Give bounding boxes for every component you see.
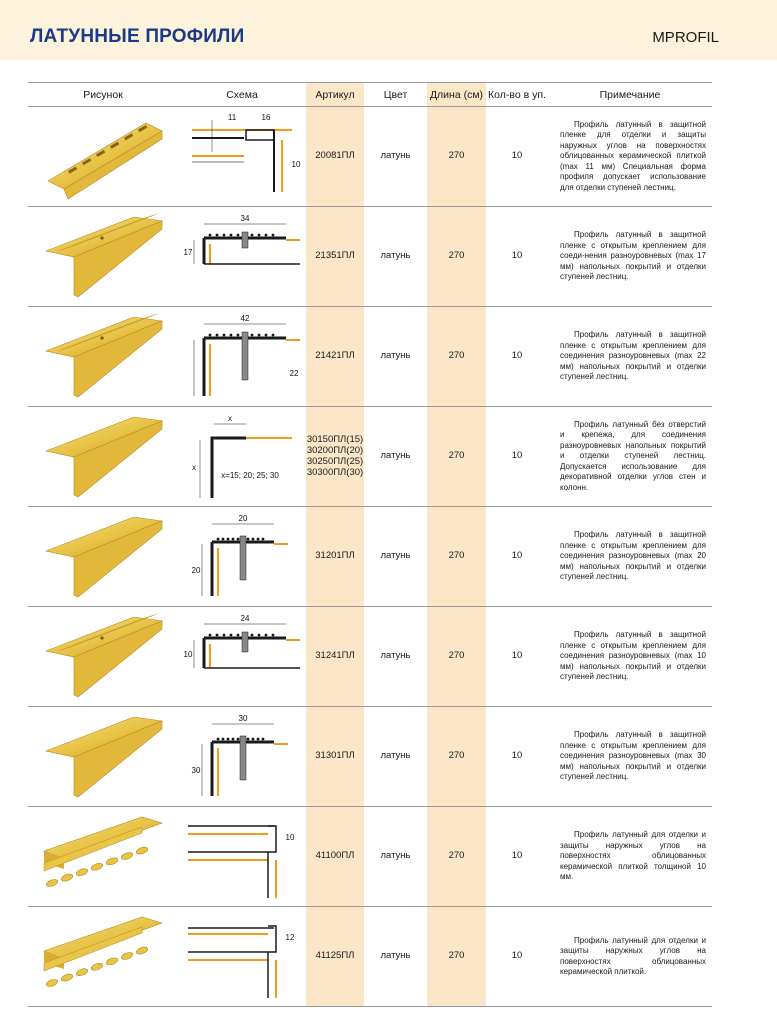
qty-cell <box>486 307 548 406</box>
scheme-cell <box>178 507 306 606</box>
length-value: 270 <box>448 650 465 661</box>
svg-text:x: x <box>192 462 196 472</box>
length-value: 270 <box>448 150 465 161</box>
svg-text:10: 10 <box>183 649 193 659</box>
qty-cell <box>486 207 548 306</box>
picture-cell <box>28 207 178 306</box>
article-code: 30150ПЛ(15) <box>306 433 364 445</box>
note-text: Профиль латунный для отделки и защиты наружных углов на поверхностях облицованных керамической плиткой. <box>560 935 706 976</box>
svg-text:30: 30 <box>191 765 201 775</box>
col-header-length: Длина (см) <box>427 83 486 106</box>
qty-cell <box>486 607 548 706</box>
profile-photo <box>38 911 168 1003</box>
col-header-color: Цвет <box>383 88 408 101</box>
table-row <box>28 407 712 507</box>
color-cell <box>364 507 427 606</box>
scheme-cell <box>178 207 306 306</box>
note-cell <box>548 107 712 206</box>
article-code: 21351ПЛ <box>315 250 355 261</box>
col-header-qty: Кол-во в уп. <box>488 88 546 101</box>
qty-cell <box>486 507 548 606</box>
color-value: латунь <box>380 350 411 361</box>
table-header <box>28 83 712 107</box>
article-code: 41100ПЛ <box>315 850 355 861</box>
article-cell <box>306 707 364 806</box>
qty-value: 10 <box>511 650 523 661</box>
color-value: латунь <box>380 850 411 861</box>
picture-cell <box>28 307 178 406</box>
profile-scheme <box>182 812 302 902</box>
article-cell <box>306 607 364 706</box>
color-value: латунь <box>380 250 411 261</box>
col-header-scheme: Схема <box>226 88 258 101</box>
length-cell <box>427 907 486 1006</box>
picture-cell <box>28 707 178 806</box>
profile-scheme <box>182 212 302 302</box>
note-text: Профиль латунный в защитной пленке с открытым креплением для соеди-нения разноуровневых (max 17 мм) напольных покрытий и отделки ступеней лестниц. <box>560 230 706 282</box>
qty-cell <box>486 807 548 906</box>
profile-photo <box>38 711 168 803</box>
article-code: 30200ПЛ(20) <box>306 444 364 456</box>
qty-value: 10 <box>511 250 523 261</box>
profile-scheme <box>182 612 302 702</box>
article-code: 21421ПЛ <box>315 350 355 361</box>
note-cell <box>548 807 712 906</box>
brand-name: MPROFIL <box>652 29 719 46</box>
table-row <box>28 107 712 207</box>
svg-text:x: x <box>228 413 232 423</box>
svg-text:11: 11 <box>227 112 237 122</box>
picture-cell <box>28 907 178 1006</box>
length-cell <box>427 807 486 906</box>
article-cell <box>306 207 364 306</box>
article-cell <box>306 907 364 1006</box>
color-cell <box>364 907 427 1006</box>
profile-photo <box>38 211 168 303</box>
qty-value: 10 <box>511 550 523 561</box>
table-row <box>28 907 712 1007</box>
color-cell <box>364 107 427 206</box>
article-code: 30250ПЛ(25) <box>306 455 364 467</box>
color-cell <box>364 607 427 706</box>
profile-scheme <box>182 912 302 1002</box>
qty-value: 10 <box>511 750 523 761</box>
article-code: 41125ПЛ <box>315 950 355 961</box>
article-code: 31201ПЛ <box>315 550 355 561</box>
note-cell <box>548 907 712 1006</box>
length-value: 270 <box>448 550 465 561</box>
color-value: латунь <box>380 150 411 161</box>
svg-text:42: 42 <box>240 313 250 323</box>
color-cell <box>364 307 427 406</box>
qty-value: 10 <box>511 150 523 161</box>
length-value: 270 <box>448 350 465 361</box>
note-text: Профиль латунный в защитной пленке с открытым креплением для соединения разноуровневых (max 30 мм) напольных покрытий и отделки ступеней лестниц. <box>560 730 706 782</box>
length-cell <box>427 607 486 706</box>
profile-photo <box>38 611 168 703</box>
svg-text:10: 10 <box>291 159 301 169</box>
table-row <box>28 307 712 407</box>
qty-cell <box>486 907 548 1006</box>
color-cell <box>364 207 427 306</box>
picture-cell <box>28 107 178 206</box>
svg-text:16: 16 <box>261 112 271 122</box>
length-cell <box>427 407 486 506</box>
svg-text:34: 34 <box>240 213 250 223</box>
qty-value: 10 <box>511 950 523 961</box>
profile-photo <box>38 111 168 203</box>
color-value: латунь <box>380 550 411 561</box>
article-code: 31241ПЛ <box>315 650 355 661</box>
picture-cell <box>28 407 178 506</box>
color-cell <box>364 707 427 806</box>
note-text: Профиль латунный в защитной пленке с открытым креплением для соединения разноуровневых (max 20 мм) напольных покрытий и отделки ступеней лестниц. <box>560 530 706 582</box>
length-value: 270 <box>448 850 465 861</box>
table-body <box>28 107 712 1007</box>
profile-scheme <box>182 512 302 602</box>
profile-photo <box>38 311 168 403</box>
svg-text:30: 30 <box>238 713 248 723</box>
color-value: латунь <box>380 450 411 461</box>
qty-value: 10 <box>511 850 523 861</box>
length-value: 270 <box>448 450 465 461</box>
color-cell <box>364 807 427 906</box>
color-value: латунь <box>380 650 411 661</box>
scheme-cell <box>178 407 306 506</box>
article-cell <box>306 307 364 406</box>
article-cell <box>306 507 364 606</box>
note-cell <box>548 307 712 406</box>
picture-cell <box>28 507 178 606</box>
scheme-cell <box>178 907 306 1006</box>
note-text: Профиль латунный в защитной пленке с открытым креплением для соединения разноуровневых (max 22 мм) напольных покрытий и отделки ступеней лестниц. <box>560 330 706 382</box>
picture-cell <box>28 607 178 706</box>
note-text: Профиль латунный в защитной пленке с открытым креплением для соединения разноуровневых (max 10 мм) напольных покрытий и отделки ступеней лестниц. <box>560 630 706 682</box>
length-cell <box>427 207 486 306</box>
note-text: Профиль латунный без отверстий и крепежа, для соединения разноуровневых напольных покрытий и отделки ступеней лестниц. Допускается использование для декоративной отделки углов стен и колонн. <box>560 419 706 492</box>
color-value: латунь <box>380 950 411 961</box>
table-row <box>28 807 712 907</box>
qty-value: 10 <box>511 350 523 361</box>
qty-cell <box>486 107 548 206</box>
picture-cell <box>28 807 178 906</box>
qty-cell <box>486 707 548 806</box>
note-text: Профиль латунный для отделки и защиты наружных углов на поверхностях облицованных керамической плиткой толщиной 10 мм. <box>560 830 706 882</box>
col-header-article: Артикул <box>306 83 364 106</box>
table-row <box>28 707 712 807</box>
page-title: ЛАТУННЫЕ ПРОФИЛИ <box>30 26 245 47</box>
length-cell <box>427 107 486 206</box>
length-cell <box>427 307 486 406</box>
note-cell <box>548 207 712 306</box>
profile-scheme <box>182 312 302 402</box>
svg-text:24: 24 <box>240 613 250 623</box>
note-text: Профиль латунный в защитной пленке для отделки и защиты наружных углов на поверхностях облицованных керамической плиткой (max 11 мм) Специальная форма профиля допускает использование для отделки ступеней лестниц. <box>560 119 706 192</box>
article-cell <box>306 807 364 906</box>
table-row <box>28 507 712 607</box>
color-value: латунь <box>380 750 411 761</box>
scheme-cell <box>178 107 306 206</box>
length-value: 270 <box>448 950 465 961</box>
table-row <box>28 607 712 707</box>
scheme-cell <box>178 707 306 806</box>
note-cell <box>548 507 712 606</box>
length-value: 270 <box>448 750 465 761</box>
length-cell <box>427 707 486 806</box>
article-cell <box>306 407 364 506</box>
svg-text:20: 20 <box>238 513 248 523</box>
note-cell <box>548 607 712 706</box>
profile-scheme <box>182 412 302 502</box>
article-code: 30300ПЛ(30) <box>306 466 364 478</box>
svg-text:22: 22 <box>289 368 299 378</box>
svg-text:10: 10 <box>285 832 295 842</box>
qty-value: 10 <box>511 450 523 461</box>
note-cell <box>548 407 712 506</box>
article-code: 31301ПЛ <box>315 750 355 761</box>
svg-text:12: 12 <box>285 932 295 942</box>
color-cell <box>364 407 427 506</box>
note-cell <box>548 707 712 806</box>
svg-text:17: 17 <box>183 247 193 257</box>
col-header-note: Примечание <box>599 88 661 101</box>
article-code: 20081ПЛ <box>315 150 355 161</box>
profile-photo <box>38 511 168 603</box>
table-row <box>28 207 712 307</box>
scheme-cell <box>178 807 306 906</box>
profile-scheme <box>182 112 302 202</box>
scheme-cell <box>178 307 306 406</box>
col-header-picture: Рисунок <box>83 88 123 101</box>
profile-photo <box>38 811 168 903</box>
product-table <box>28 82 712 1007</box>
svg-text:x=15; 20; 25; 30: x=15; 20; 25; 30 <box>221 470 279 480</box>
qty-cell <box>486 407 548 506</box>
article-cell <box>306 107 364 206</box>
scheme-cell <box>178 607 306 706</box>
length-cell <box>427 507 486 606</box>
profile-photo <box>38 411 168 503</box>
length-value: 270 <box>448 250 465 261</box>
svg-text:20: 20 <box>191 565 201 575</box>
profile-scheme <box>182 712 302 802</box>
